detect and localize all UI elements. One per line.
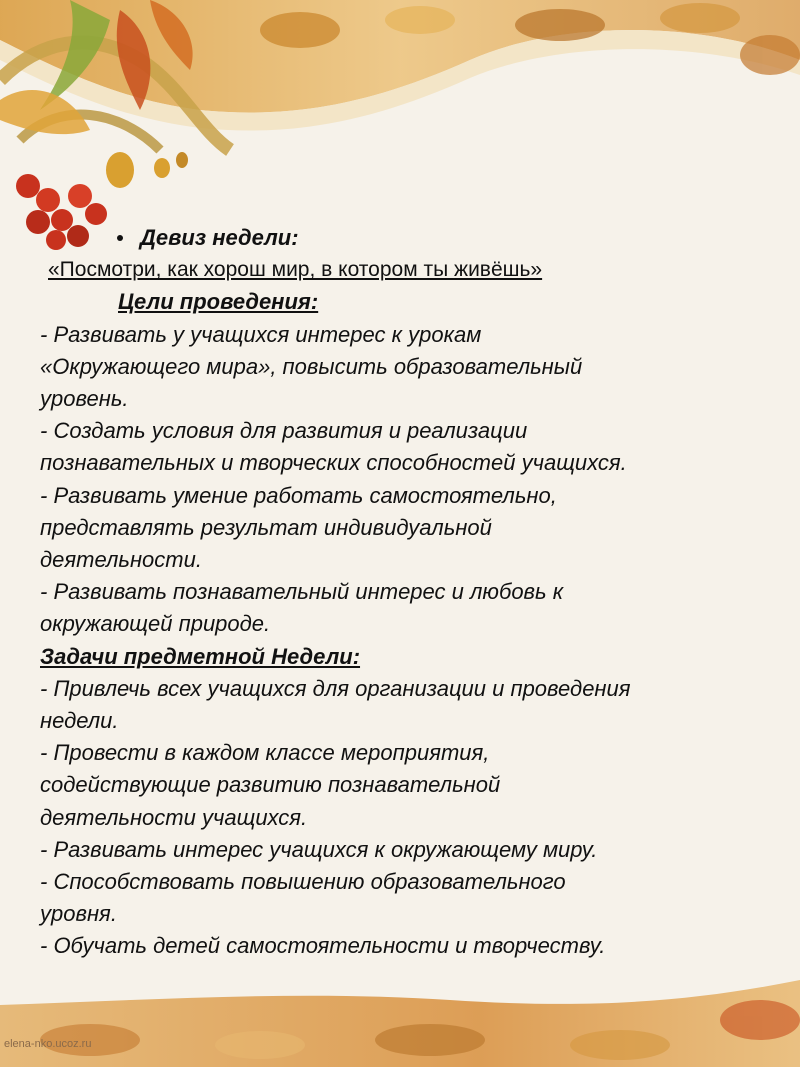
site-watermark: elena-nko.ucoz.ru (4, 1038, 92, 1050)
task-line: - Провести в каждом классе мероприятия, (40, 740, 490, 766)
goals-list (40, 319, 780, 641)
goal-line: деятельности. (40, 547, 202, 573)
goal-line: окружающей природе. (40, 611, 271, 637)
task-line: - Развивать интерес учащихся к окружающему миру. (40, 836, 598, 862)
task-line: - Способствовать повышению образовательного (40, 869, 566, 895)
goal-line: уровень. (40, 386, 129, 412)
task-line: недели. (40, 708, 119, 734)
task-line: - Привлечь всех учащихся для организации и проведения (40, 675, 631, 701)
goal-line: - Создать условия для развития и реализации (40, 418, 528, 444)
task-line: содействующие развитию познавательной (40, 772, 501, 798)
motto-heading (40, 222, 780, 254)
task-line: уровня. (40, 901, 117, 927)
task-line: - Обучать детей самостоятельности и творчеству. (40, 933, 606, 959)
task-line: деятельности учащихся. (40, 804, 308, 830)
goal-line: «Окружающего мира», повысить образовательный (40, 353, 583, 379)
tasks-list (40, 673, 780, 963)
goal-line: - Развивать познавательный интерес и любовь к (40, 579, 564, 605)
bullet-icon (117, 235, 123, 241)
tasks-heading: Задачи предметной Недели: (40, 643, 361, 669)
goal-line: - Развивать у учащихся интерес к урокам (40, 321, 482, 347)
text-block (40, 222, 780, 963)
goals-heading: Цели проведения: (118, 289, 319, 315)
motto-heading-label: Девиз недели: (140, 225, 299, 250)
motto-text: «Посмотри, как хорош мир, в котором ты живёшь» (48, 258, 543, 282)
goal-line: познавательных и творческих способностей учащихся. (40, 450, 627, 476)
goal-line: представлять результат индивидуальной (40, 514, 492, 540)
goal-line: - Развивать умение работать самостоятельно, (40, 482, 557, 508)
